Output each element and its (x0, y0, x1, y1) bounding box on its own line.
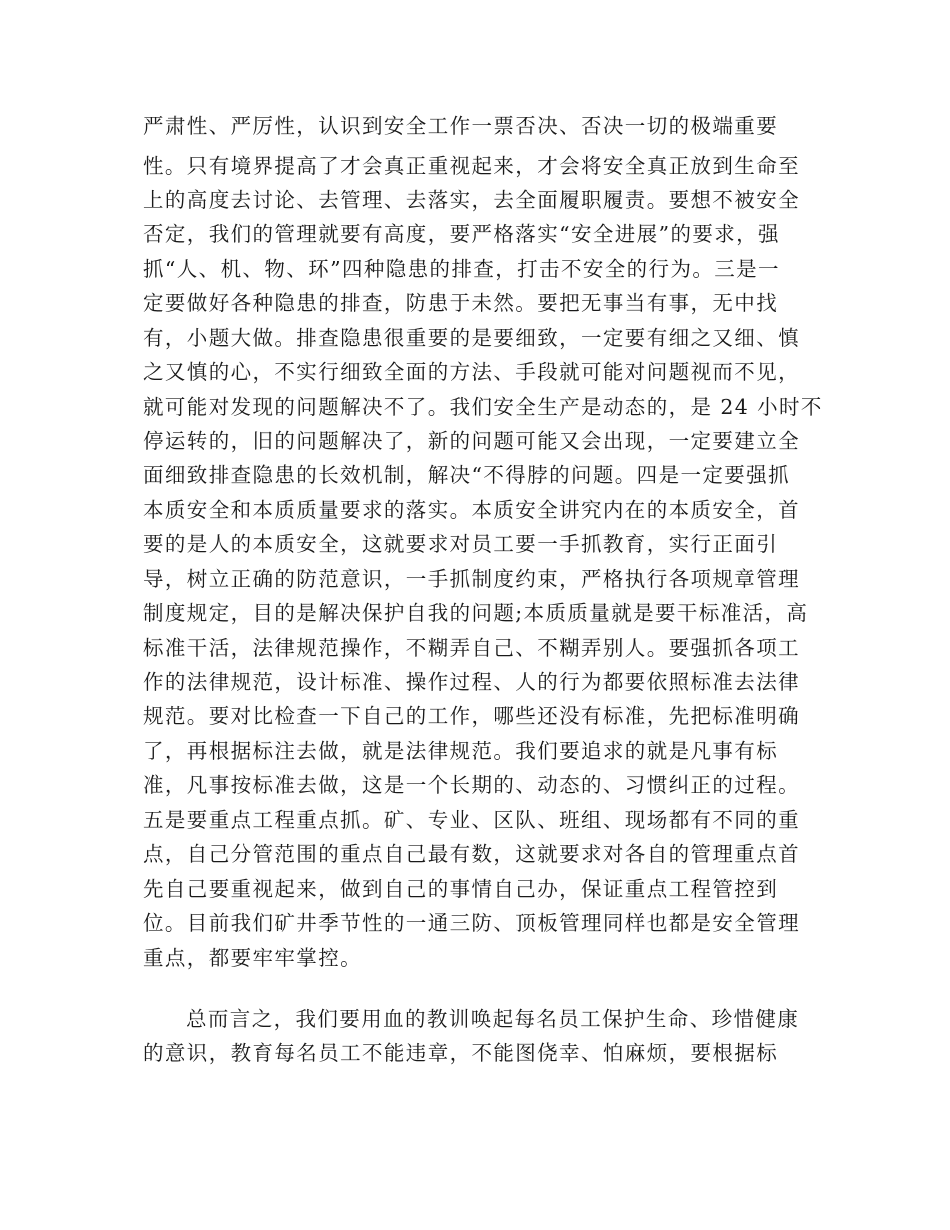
text-line: 导，树立正确的防范意识，一手抓制度约束，严格执行各项规章管理 (143, 567, 800, 591)
text-line: 严肃性、严厉性，认识到安全工作一票否决、否决一切的极端重要 (143, 114, 779, 138)
text-line: 了，再根据标注去做，就是法律规范。我们要追求的就是凡事有标 (143, 739, 779, 763)
text-line: 的意识，教育每名员工不能违章，不能图侥幸、怕麻烦，要根据标 (143, 1041, 779, 1065)
text-line: 五是要重点工程重点抓。矿、专业、区队、班组、现场都有不同的重 (143, 808, 800, 832)
text-line: 作的法律规范，设计标准、操作过程、人的行为都要依照标准去法律 (143, 670, 800, 694)
text-line: 之又慎的心，不实行细致全面的方法、手段就可能对问题视而不见， (143, 360, 800, 384)
paragraph-first-line: 总而言之，我们要用血的教训唤起每名员工保护生命、珍惜健康 (186, 1007, 800, 1031)
text-line: 制度规定，目的是解决保护自我的问题;本质质量就是要干标准活，高 (143, 601, 809, 625)
text-line: 点，自己分管范围的重点自己最有数，这就要求对各自的管理重点首 (143, 842, 800, 866)
text-line: 上的高度去讨论、去管理、去落实，去全面履职履责。要想不被安全 (143, 188, 800, 212)
text-line: 要的是人的本质安全，这就要求对员工要一手抓教育，实行正面引 (143, 532, 779, 556)
text-line: 先自己要重视起来，做到自己的事情自己办，保证重点工程管控到 (143, 877, 779, 901)
text-line: 性。只有境界提高了才会真正重视起来，才会将安全真正放到生命至 (143, 154, 800, 178)
text-line: 位。目前我们矿井季节性的一通三防、顶板管理同样也都是安全管理 (143, 911, 800, 935)
text-line: 停运转的，旧的问题解决了，新的问题可能又会出现，一定要建立全 (143, 429, 800, 453)
text-line: 面细致排查隐患的长效机制，解决“不得脖的问题。四是一定要强抓 (143, 463, 790, 487)
text-line: 标准干活，法律规范操作，不糊弄自己、不糊弄别人。要强抓各项工 (143, 636, 800, 660)
text-line: 准，凡事按标准去做，这是一个长期的、动态的、习惯纠正的过程。 (143, 773, 800, 797)
text-line: 抓“人、机、物、环”四种隐患的排查，打击不安全的行为。三是一 (143, 257, 780, 281)
text-line: 否定，我们的管理就要有高度，要严格落实“安全进展”的要求，强 (143, 222, 780, 246)
text-line: 本质安全和本质质量要求的落实。本质安全讲究内在的本质安全，首 (143, 498, 800, 522)
text-line: 就可能对发现的问题解决不了。我们安全生产是动态的，是 24 小时不 (143, 395, 823, 419)
text-line: 重点，都要牢牢掌控。 (143, 946, 362, 970)
text-line: 规范。要对比检查一下自己的工作，哪些还没有标准，先把标准明确 (143, 704, 800, 728)
text-line: 有，小题大做。排查隐患很重要的是要细致，一定要有细之又细、慎 (143, 326, 800, 350)
text-line: 定要做好各种隐患的排查，防患于未然。要把无事当有事，无中找 (143, 291, 779, 315)
